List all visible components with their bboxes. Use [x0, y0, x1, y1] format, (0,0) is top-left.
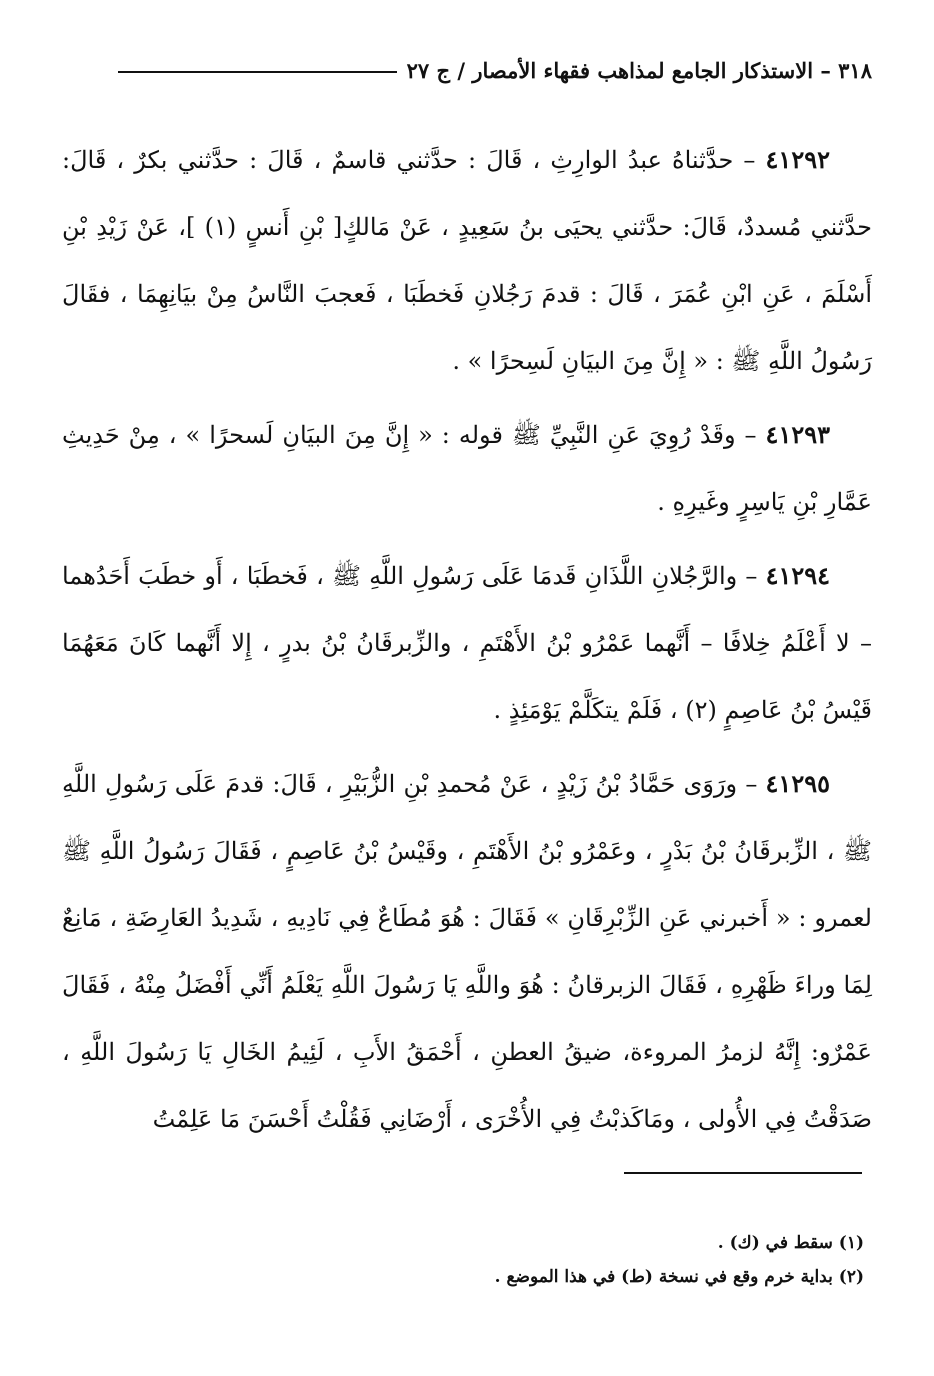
main-text — [62, 126, 872, 1159]
header-rule — [118, 71, 397, 73]
book-title: الاستذكار الجامع لمذاهب فقهاء الأمصار / ج ٢٧ — [406, 57, 814, 83]
running-head — [118, 52, 872, 88]
paragraph-number: ٤١٢٩٣ — [765, 420, 830, 449]
hadith-paragraph: ٤١٢٩٢ – حدَّثناهُ عبدُ الوارِثِ ، قَالَ : حدَّثني قاسمٌ ، قَالَ : حدَّثني بكرٌ ، قَالَ: حدَّثني مُسددٌ، قَالَ: حدَّثني يحيَى بنُ سَعِيدٍ ، عَنْ مَالكٍ[ بْنِ أَنسٍ (١) ]، عَنْ زَيْدِ بْنِ أَسْلَمَ ، عَنِ ابْنِ عُمَرَ ، قَالَ : قدمَ رَجُلانِ فَخطَبَا ، فَعجبَ النَّاسُ مِنْ بيَانِهِمَا ، فقَالَ رَسُولُ اللَّهِ ﷺ : « إِنَّ مِنَ البيَانِ لَسِحرًا » . — [62, 145, 872, 375]
paragraph-number: ٤١٢٩٥ — [765, 769, 830, 798]
running-head-text: ٣١٨ – الاستذكار الجامع لمذاهب فقهاء الأمصار / ج ٢٧ — [406, 57, 872, 83]
footnote-separator — [624, 1172, 862, 1174]
hadith-paragraph: ٤١٢٩٤ – والرَّجُلانِ اللَّذَانِ قَدمَا عَلَى رَسُولِ اللَّهِ ﷺ ، فَخطَبَا ، أَو خطَبَ أَحَدُهما – لا أَعْلَمُ خِلافًا – أَنَّهما عَمْرُو بْنُ الأَهْتَمِ ، والزِّبرقَانُ بْنُ بدرٍ ، إِلا أَنَّهما كَانَ مَعَهُمَا قَيْسُ بْنُ عَاصِمٍ (٢) ، فَلَمْ يتكَلَّمْ يَوْمَئِذٍ . — [62, 561, 872, 724]
footnote-2: (٢) بداية خرم وقع في نسخة (ط) في هذا الموضع . — [494, 1267, 864, 1287]
paragraph-number: ٤١٢٩٤ — [765, 561, 831, 590]
page-number: ٣١٨ — [838, 57, 872, 83]
paragraph-text: ورَوَى حَمَّادُ بْنُ زَيْدٍ ، عَنْ مُحمدِ بْنِ الزُّبَيْرِ ، قَالَ: قدمَ عَلَى رَسُولِ اللَّهِ ﷺ ، الزِّبرقَانُ بْنُ بَدْرٍ ، وعَمْرُو بْنُ الأَهْتَمِ ، وقَيْسُ بْنُ عَاصِمٍ ، فَقَالَ رَسُولُ اللَّهِ ﷺ لعمرو : « أَخبرني عَنِ الزِّبْرِقَانِ » فَقَالَ : هُوَ مُطَاعٌ فِي نَادِيهِ ، شَدِيدُ العَارِضَةِ ، مَانِعٌ لِمَا وراءَ ظَهْرِهِ ، فَقَالَ الزبرقانُ : هُوَ واللَّهِ يَا رَسُولَ اللَّهِ يَعْلَمُ أَنِّي أَفْضَلُ مِنْهُ ، فَقَالَ عَمْرٌو: إِنَّهُ لزمرُ المروءة، ضيقُ العطنِ ، أَحْمَقُ الأَبِ ، لَئِيمُ الخَالِ يَا رَسُولَ اللَّهِ ، صَدَقْتُ فِي الأُولى ، ومَاكَذبْتُ فِي الأُخْرَى ، أَرْضَانِي فَقُلْتُ أَحْسَنَ مَا عَلِمْتُ — [62, 770, 872, 1133]
paragraph-text: حدَّثناهُ عبدُ الوارِثِ ، قَالَ : حدَّثني قاسمٌ ، قَالَ : حدَّثني بكرٌ ، قَالَ: حدَّثني مُسددٌ، قَالَ: حدَّثني يحيَى بنُ سَعِيدٍ ، عَنْ مَالكٍ[ بْنِ أَنسٍ (١) ]، عَنْ زَيْدِ بْنِ أَسْلَمَ ، عَنِ ابْنِ عُمَرَ ، قَالَ : قدمَ رَجُلانِ فَخطَبَا ، فَعجبَ النَّاسُ مِنْ بيَانِهِمَا ، فقَالَ رَسُولُ اللَّهِ ﷺ : « إِنَّ مِنَ البيَانِ لَسِحرًا » . — [62, 146, 872, 375]
paragraph-text: والرَّجُلانِ اللَّذَانِ قَدمَا عَلَى رَسُولِ اللَّهِ ﷺ ، فَخطَبَا ، أَو خطَبَ أَحَدُهما – لا أَعْلَمُ خِلافًا – أَنَّهما عَمْرُو بْنُ الأَهْتَمِ ، والزِّبرقَانُ بْنُ بدرٍ ، إِلا أَنَّهما كَانَ مَعَهُمَا قَيْسُ بْنُ عَاصِمٍ (٢) ، فَلَمْ يتكَلَّمْ يَوْمَئِذٍ . — [62, 562, 872, 724]
paragraph-text: وقَدْ رُوِيَ عَنِ النَّبِيِّ ﷺ قوله : « إِنَّ مِنَ البيَانِ لَسحرًا » ، مِنْ حَدِيثِ عَمَّارِ بْنِ يَاسِرٍ وغَيرِهِ . — [62, 421, 872, 516]
hadith-paragraph: ٤١٢٩٥ – ورَوَى حَمَّادُ بْنُ زَيْدٍ ، عَنْ مُحمدِ بْنِ الزُّبَيْرِ ، قَالَ: قدمَ عَلَى رَسُولِ اللَّهِ ﷺ ، الزِّبرقَانُ بْنُ بَدْرٍ ، وعَمْرُو بْنُ الأَهْتَمِ ، وقَيْسُ بْنُ عَاصِمٍ ، فَقَالَ رَسُولُ اللَّهِ ﷺ لعمرو : « أَخبرني عَنِ الزِّبْرِقَانِ » فَقَالَ : هُوَ مُطَاعٌ فِي نَادِيهِ ، شَدِيدُ العَارِضَةِ ، مَانِعٌ لِمَا وراءَ ظَهْرِهِ ، فَقَالَ الزبرقانُ : هُوَ واللَّهِ يَا رَسُولَ اللَّهِ يَعْلَمُ أَنِّي أَفْضَلُ مِنْهُ ، فَقَالَ عَمْرٌو: إِنَّهُ لزمرُ المروءة، ضيقُ العطنِ ، أَحْمَقُ الأَبِ ، لَئِيمُ الخَالِ يَا رَسُولَ اللَّهِ ، صَدَقْتُ فِي الأُولى ، ومَاكَذبْتُ فِي الأُخْرَى ، أَرْضَانِي فَقُلْتُ أَحْسَنَ مَا عَلِمْتُ — [62, 769, 872, 1133]
paragraph-number: ٤١٢٩٢ — [765, 145, 830, 174]
hadith-paragraph: ٤١٢٩٣ – وقَدْ رُوِيَ عَنِ النَّبِيِّ ﷺ قوله : « إِنَّ مِنَ البيَانِ لَسحرًا » ، مِنْ حَدِيثِ عَمَّارِ بْنِ يَاسِرٍ وغَيرِهِ . — [62, 420, 872, 516]
footnotes — [74, 1226, 864, 1294]
footnote-1: (١) سقط في (ك) . — [717, 1233, 864, 1253]
